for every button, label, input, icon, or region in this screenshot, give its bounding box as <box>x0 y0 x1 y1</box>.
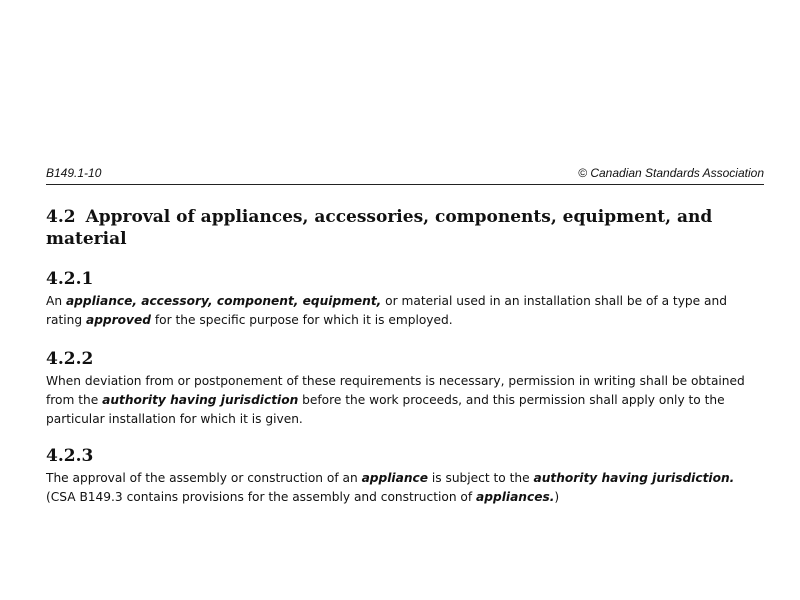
defined-term: appliance <box>361 471 428 485</box>
clause-text-segment: (CSA B149.3 contains provisions for the assembly and construction of <box>46 490 477 504</box>
defined-term: appliance, accessory, component, equipment, <box>65 294 382 308</box>
clause-text <box>46 469 764 507</box>
clause-4-2-2 <box>46 348 764 429</box>
clause-text-segment: for the specific purpose for which it is employed. <box>150 313 453 327</box>
clause-text-segment: or material used in an installation shall be of a type and rating <box>46 294 727 327</box>
clause-text <box>46 292 764 330</box>
standard-id: B149.1-10 <box>46 166 102 180</box>
running-header <box>46 164 764 185</box>
clause-4-2-3 <box>46 445 764 507</box>
clause-text-segment: The approval of the assembly or construction of an <box>46 471 362 485</box>
clause-number: 4.2.1 <box>46 269 94 289</box>
defined-term: authority having jurisdiction. <box>533 471 735 485</box>
clause-text-segment: ) <box>554 490 560 504</box>
section-number: 4.2 <box>46 207 76 227</box>
section-title: Approval of appliances, accessories, components, equipment, and material <box>46 207 713 249</box>
clause-text-segment: An <box>46 294 66 308</box>
clause-4-2-1 <box>46 268 764 330</box>
clause-number: 4.2.3 <box>46 446 94 466</box>
copyright-notice: © Canadian Standards Association <box>578 166 764 180</box>
document-page <box>46 0 766 600</box>
clause-text <box>46 372 764 429</box>
defined-term: authority having jurisdiction <box>102 393 299 407</box>
defined-term: appliances. <box>476 490 555 504</box>
defined-term: approved <box>85 313 151 327</box>
section-heading <box>46 206 764 250</box>
clause-text-segment: before the work proceeds, and this permission shall apply only to the particular installation for which it is given. <box>46 393 725 426</box>
clause-text-segment: is subject to the <box>427 471 534 485</box>
clause-number: 4.2.2 <box>46 349 94 369</box>
clause-text-segment: When deviation from or postponement of these requirements is necessary, permission in writing shall be obtained from the <box>46 374 745 407</box>
